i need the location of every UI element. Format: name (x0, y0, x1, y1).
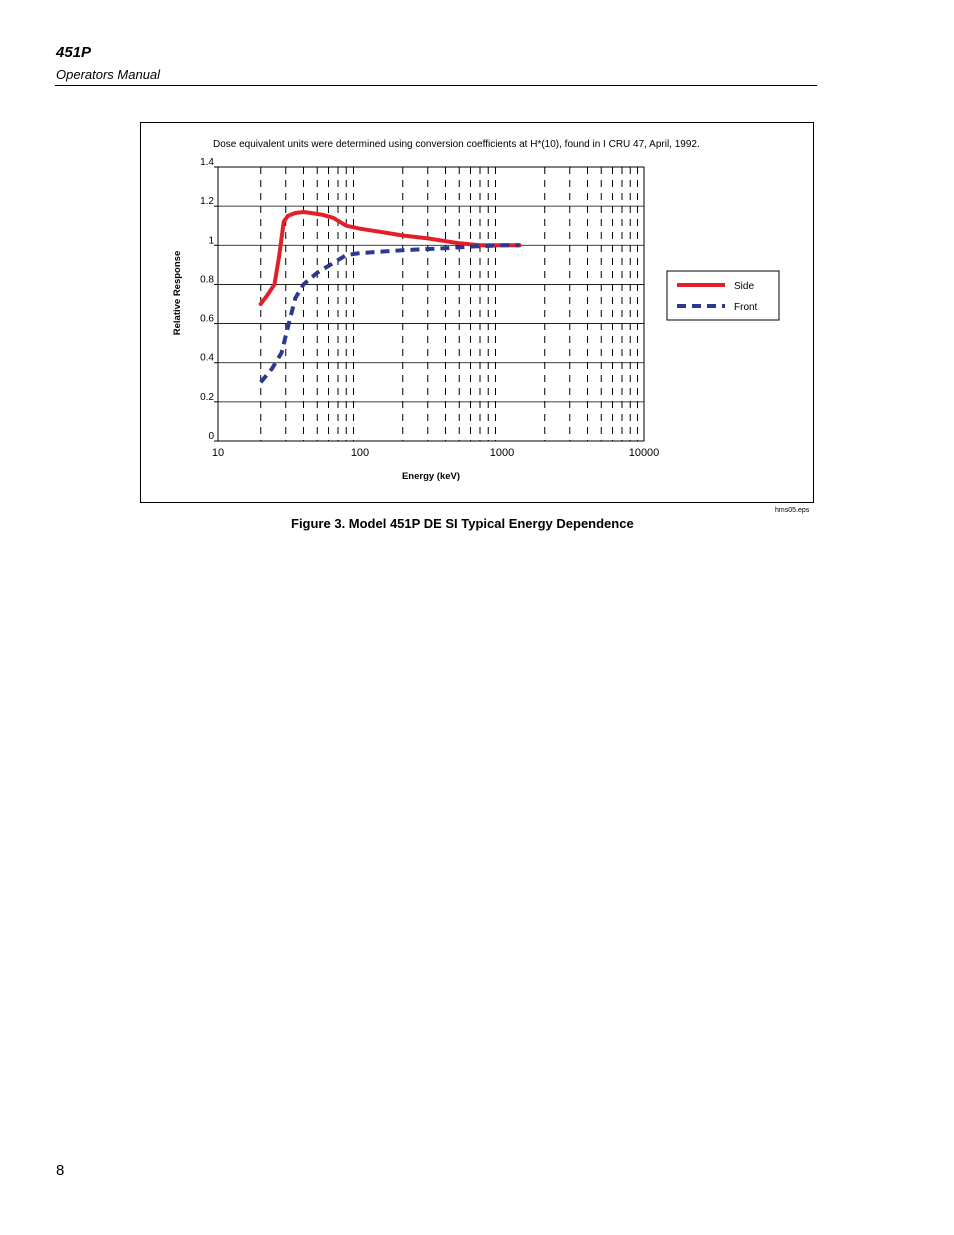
energy-dependence-chart (0, 0, 954, 560)
page-number: 8 (56, 1162, 65, 1179)
file-tag: hms05.eps (775, 507, 810, 514)
x-tick-label: 10000 (628, 447, 660, 459)
figure-caption: Figure 3. Model 451P DE SI Typical Energy Dependence (291, 516, 634, 531)
y-tick-label: 1 (208, 235, 214, 247)
y-tick-label: 0 (208, 431, 214, 442)
header-model: 451P (56, 44, 92, 61)
figure-note: Dose equivalent units were determined using conversion coefficients at H*(10), found in I CRU 47, April, 1992. (213, 139, 700, 150)
y-axis-title: Relative Response (172, 250, 183, 336)
x-tick-label: 10 (211, 447, 225, 459)
x-tick-label: 1000 (489, 447, 515, 459)
y-tick-label: 1.2 (200, 196, 214, 208)
plot-area (218, 167, 644, 441)
y-tick-label: 0.6 (200, 313, 214, 325)
legend-label-side: Side (734, 281, 755, 292)
y-tick-label: 0.8 (200, 274, 214, 286)
y-tick-label: 1.4 (200, 157, 214, 168)
x-tick-label: 100 (350, 447, 370, 459)
header-subtitle: Operators Manual (56, 67, 161, 82)
legend-label-front: Front (734, 302, 758, 313)
legend-box (667, 271, 779, 320)
y-tick-label: 0.4 (200, 352, 214, 364)
x-axis-title: Energy (keV) (401, 471, 461, 482)
y-tick-label: 0.2 (200, 391, 214, 403)
